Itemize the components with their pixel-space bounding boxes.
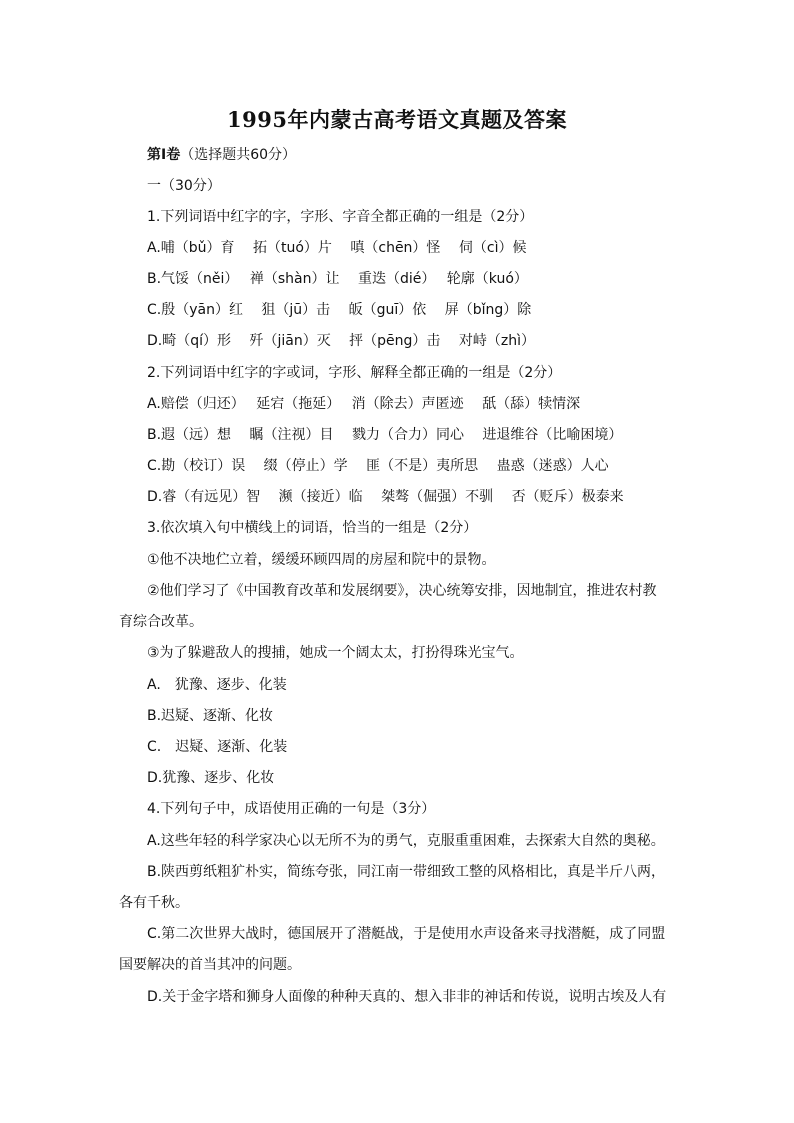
question-3-option-d: D.犹豫、逐步、化妆 (147, 770, 275, 786)
question-3-stem: 3.依次填入句中横线上的词语，恰当的一组是（2分） (147, 520, 478, 536)
question-3-sentence-2: ②他们学习了《中国教育改革和发展纲要》，决心统筹安排，因地制宜，推进农村教 (147, 583, 657, 599)
question-4-option-c-cont: 国要解决的首当其冲的问题。 (119, 957, 301, 973)
question-4-stem: 4.下列句子中，成语使用正确的一句是（3分） (147, 801, 436, 817)
question-3-sentence-3: ③为了躲避敌人的搜捕，她成一个阔太太，打扮得珠光宝气。 (147, 645, 524, 661)
question-1-option-c: C.殷（yān）红 狙（jū）击 皈（guī）依 屏（bǐng）除 (147, 302, 532, 318)
question-3-option-b: B.迟疑、逐渐、化妆 (147, 708, 274, 724)
question-4-option-b: B.陕西剪纸粗犷朴实，简练夸张，同江南一带细致工整的风格相比，真是半斤八两， (147, 864, 666, 880)
section-label: 第Ⅰ卷 (147, 147, 181, 163)
question-4-option-b-cont: 各有千秋。 (119, 895, 189, 911)
question-2-option-c: C.勘（校订）误 缀（停止）学 匪（不是）夷所思 蛊惑（迷惑）人心 (147, 458, 609, 474)
section-header (147, 145, 296, 165)
question-3-sentence-1: ①他不决地伫立着，缓缓环顾四周的房屋和院中的景物。 (147, 552, 496, 568)
question-2-option-d: D.睿（有远见）智 濒（接近）临 桀骜（倔强）不驯 否（贬斥）极泰来 (147, 489, 624, 505)
question-1-option-b: B.气馁（něi） 禅（shàn）让 重迭（dié） 轮廓（kuó） (147, 271, 528, 287)
question-2-option-b: B.遐（远）想 瞩（注视）目 戮力（合力）同心 进退维谷（比喻困境） (147, 427, 623, 443)
question-1-option-a: A.哺（bǔ）育 拓（tuó）片 嗔（chēn）怪 伺（cì）候 (147, 240, 527, 256)
question-3-sentence-2-cont: 育综合改革。 (119, 614, 203, 630)
question-4-option-c: C.第二次世界大战时，德国展开了潜艇战，于是使用水声设备来寻找潜艇，成了同盟 (147, 926, 666, 942)
section-note: （选择题共60分） (180, 147, 297, 163)
part-one-heading: 一（30分） (147, 178, 221, 194)
document-title: 1995年内蒙古高考语文真题及答案 (227, 107, 567, 132)
question-3-option-c: C. 迟疑、逐渐、化装 (147, 739, 288, 755)
question-4-option-d: D.关于金字塔和狮身人面像的种种天真的、想入非非的神话和传说，说明古埃及人有 (147, 989, 667, 1005)
question-2-option-a: A.赔偿（归还） 延宕（拖延） 消（除去）声匿迹 舐（舔）犊情深 (147, 396, 581, 412)
question-1-stem: 1.下列词语中红字的字，字形、字音全都正确的一组是（2分） (147, 209, 534, 225)
question-1-option-d: D.畸（qí）形 歼（jiān）灭 抨（pēng）击 对峙（zhì） (147, 333, 535, 349)
question-4-option-a: A.这些年轻的科学家决心以无所不为的勇气，克服重重困难，去探索大自然的奥秘。 (147, 833, 665, 849)
question-2-stem: 2.下列词语中红字的字或词，字形、解释全都正确的一组是（2分） (147, 365, 562, 381)
question-3-option-a: A. 犹豫、逐步、化装 (147, 677, 287, 693)
